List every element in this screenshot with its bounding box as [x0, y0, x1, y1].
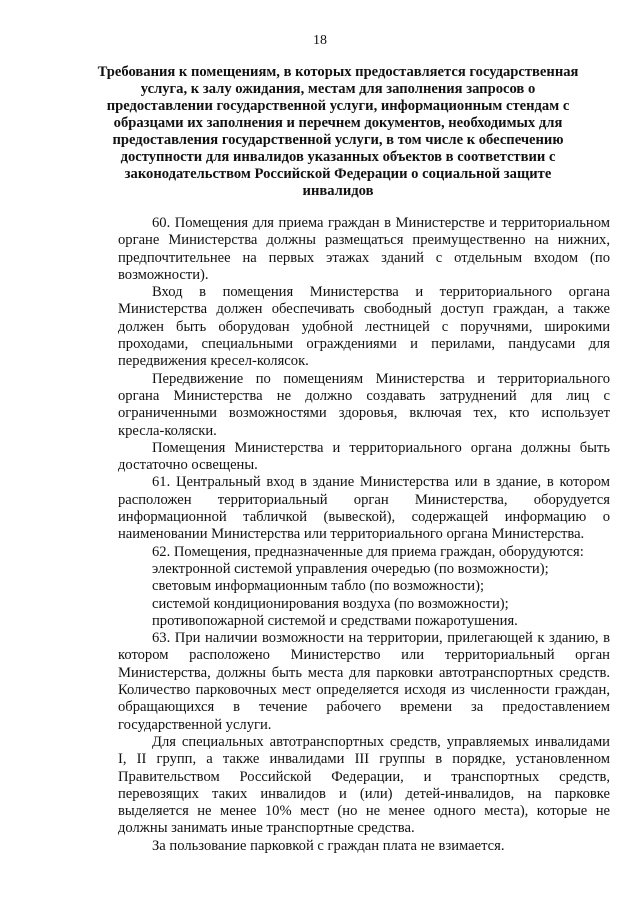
paragraph-special-vehicles: Для специальных автотранспортных средств, управляемых инвалидами I, II групп, а также инвалидами III группы в порядке, установленном Правительством Российской Федерации, и транспортных средств, перевозящих таких инвалидов и (или) детей-инвалидов, на парковке выделяется не менее 10% мест (но не менее одного места), которые не должны занимать иные транспортные средства. [118, 733, 610, 837]
section-heading: Требования к помещениям, в которых предоставляется государственная услуга, к залу ожидания, местам для заполнения запросов о предоставлении государственной услуги, информационным стендам с образцами их заполнения и перечнем документов, необходимых для предоставления государственной услуги, в том числе к обеспечению доступности для инвалидов указанных объектов в соответствии с законодательством Российской Федерации о социальной защите инвалидов [97, 64, 579, 199]
paragraph-lighting: Помещения Министерства и территориального органа должны быть достаточно освещены. [118, 439, 610, 474]
page-number: 18 [313, 33, 327, 48]
paragraph-movement: Передвижение по помещениям Министерства и территориального органа Министерства не должно создавать затруднений для лиц с ограниченными возможностями здоровья, включая тех, кто использует кресла-коляски. [118, 370, 610, 439]
list-item-air-conditioning: системой кондиционирования воздуха (по возможности); [152, 595, 509, 612]
list-item-fire-system: противопожарной системой и средствами пожаротушения. [152, 612, 518, 629]
paragraph-63: 63. При наличии возможности на территории, прилегающей к зданию, в котором расположено Министерство или территориальный орган Министерства, должны быть места для парковки автотранспортных средств. Количество парковочных мест определяется исходя из численности граждан, обращающихся в течение рабочего времени за предоставлением государственной услуги. [118, 630, 610, 733]
paragraph-61: 61. Центральный вход в здание Министерства или в здание, в котором расположен территориальный орган Министерства, оборудуется информационной табличкой (вывеской), содержащей информацию о наименовании Министерства или территориального органа Министерства. [118, 474, 610, 543]
list-item-queue-system: электронной системой управления очередью (по возможности); [152, 560, 549, 577]
paragraph-60: 60. Помещения для приема граждан в Министерстве и территориальном органе Министерства должны размещаться преимущественно на нижних, предпочтительнее на первых этажах зданий с отдельным входом (по возможности). [118, 215, 610, 283]
list-item-info-board: световым информационным табло (по возможности); [152, 578, 484, 595]
document-body [118, 215, 610, 855]
paragraph-parking-fee: За пользование парковкой с граждан плата не взимается. [152, 837, 505, 854]
paragraph-62: 62. Помещения, предназначенные для приема граждан, оборудуются: [152, 543, 584, 560]
paragraph-entrance: Вход в помещения Министерства и территориального органа Министерства должен обеспечивать свободный доступ граждан, а также должен быть оборудован удобной лестницей с поручнями, широкими проходами, специальными ограждениями и перилами, пандусами для передвижения кресел-колясок. [118, 284, 610, 370]
